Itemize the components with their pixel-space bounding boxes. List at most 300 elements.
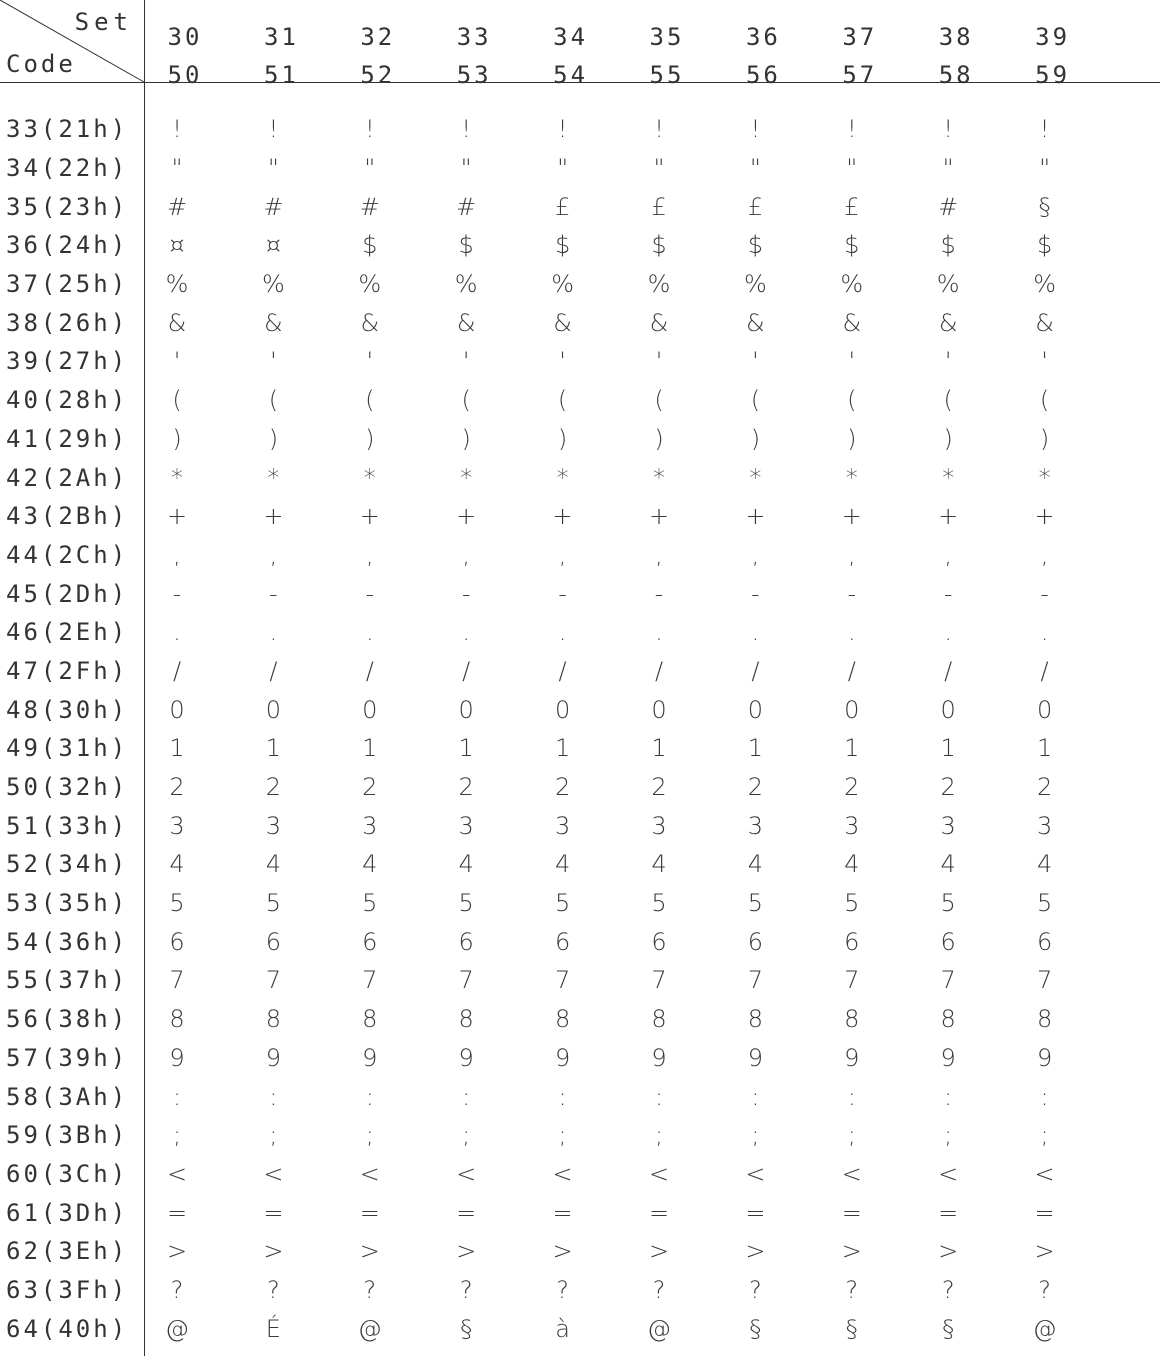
character-cell: ( xyxy=(847,386,857,415)
table-row xyxy=(0,110,1160,149)
character-cell: & xyxy=(842,308,862,337)
character-cell: - xyxy=(751,579,760,608)
code-label: 54(36h) xyxy=(6,927,129,956)
character-cell: 4 xyxy=(265,850,282,879)
table-row xyxy=(0,187,1160,226)
character-cell: 7 xyxy=(362,966,378,995)
character-cell: 7 xyxy=(1036,966,1053,995)
character-cell: - xyxy=(461,579,471,608)
character-cell: / xyxy=(654,656,664,685)
character-cell: * xyxy=(845,463,858,492)
code-label: 60(3Ch) xyxy=(6,1159,129,1188)
character-cell: ? xyxy=(267,1275,280,1304)
table-row xyxy=(0,1271,1160,1310)
table-row xyxy=(0,303,1160,342)
character-cell: . xyxy=(944,618,952,647)
character-cell: 9 xyxy=(844,1043,860,1072)
character-cell: - xyxy=(847,579,857,608)
table-row xyxy=(0,613,1160,652)
set-number-top: 30 xyxy=(167,23,203,51)
character-cell: # xyxy=(456,192,477,221)
character-cell: 9 xyxy=(747,1043,764,1072)
code-label: 48(30h) xyxy=(6,695,129,724)
character-cell: 4 xyxy=(940,850,956,879)
character-cell: > xyxy=(456,1237,477,1266)
code-label: 39(27h) xyxy=(6,347,129,376)
table-row xyxy=(0,806,1160,845)
character-cell: 0 xyxy=(458,695,474,724)
character-cell: ; xyxy=(365,1121,374,1150)
character-cell: 5 xyxy=(940,889,956,918)
character-cell: % xyxy=(454,270,478,299)
character-cell: ' xyxy=(655,347,663,376)
set-number-top: 37 xyxy=(842,23,878,51)
character-cell: / xyxy=(944,656,953,685)
character-cell: ' xyxy=(1041,347,1048,376)
code-label: 51(33h) xyxy=(6,811,129,840)
character-cell: / xyxy=(558,656,567,685)
code-label: 44(2Ch) xyxy=(6,540,129,569)
character-cell: 1 xyxy=(940,734,956,763)
set-axis-label: Set xyxy=(74,8,133,36)
character-cell: ( xyxy=(268,386,279,415)
set-column-header xyxy=(812,18,908,94)
character-cell: 9 xyxy=(458,1043,474,1072)
character-cell: = xyxy=(166,1198,188,1227)
code-label: 50(32h) xyxy=(6,773,129,802)
character-cell: 8 xyxy=(844,1005,860,1034)
character-cell: . xyxy=(173,618,181,647)
character-cell: ) xyxy=(654,424,664,453)
character-cell: + xyxy=(745,502,766,531)
character-cell: 0 xyxy=(747,695,764,724)
set-number-top: 33 xyxy=(456,23,492,51)
character-cell: @ xyxy=(165,1314,189,1343)
character-cell: 0 xyxy=(651,695,667,724)
character-cell: : xyxy=(944,1082,953,1111)
table-corner-header xyxy=(0,0,145,84)
character-cell: ! xyxy=(461,115,471,144)
character-cell: 9 xyxy=(362,1043,378,1072)
character-cell: 9 xyxy=(940,1043,956,1072)
character-cell: 3 xyxy=(940,811,956,840)
character-cell: . xyxy=(751,618,760,647)
character-cell: 6 xyxy=(554,927,571,956)
character-cell: § xyxy=(845,1314,858,1343)
character-cell: ( xyxy=(654,386,664,415)
character-cell: < xyxy=(456,1159,477,1188)
character-cell: ; xyxy=(1040,1121,1049,1150)
character-cell: / xyxy=(365,656,374,685)
character-cell: $ xyxy=(940,231,956,260)
character-cell: 5 xyxy=(1036,889,1053,918)
set-number-bottom: 59 xyxy=(1035,61,1071,89)
character-cell: £ xyxy=(651,192,667,221)
character-cell: 7 xyxy=(651,966,667,995)
table-row xyxy=(0,1309,1160,1348)
character-cell: 4 xyxy=(844,850,860,879)
set-number-bottom: 54 xyxy=(553,61,589,89)
character-cell: 6 xyxy=(747,927,764,956)
set-column-header xyxy=(137,18,233,94)
character-cell: ' xyxy=(366,347,374,376)
character-cell: @ xyxy=(1032,1314,1057,1343)
character-cell: < xyxy=(1034,1159,1055,1188)
character-cell: 3 xyxy=(169,811,185,840)
set-number-bottom: 53 xyxy=(456,61,492,89)
table-row xyxy=(0,458,1160,497)
character-cell: 4 xyxy=(169,850,185,879)
table-body xyxy=(0,110,1160,1348)
character-cell: # xyxy=(938,192,959,221)
character-cell: 7 xyxy=(265,966,282,995)
code-label: 33(21h) xyxy=(6,115,129,144)
set-number-bottom: 55 xyxy=(649,61,685,89)
table-row xyxy=(0,265,1160,304)
character-cell: ? xyxy=(170,1275,184,1304)
character-cell: 8 xyxy=(747,1005,764,1034)
character-cell: + xyxy=(648,502,670,531)
character-cell: & xyxy=(167,308,187,337)
character-cell: ' xyxy=(462,347,470,376)
character-cell: £ xyxy=(747,192,764,221)
code-label: 34(22h) xyxy=(6,154,129,183)
character-cell: ' xyxy=(173,347,181,376)
character-cell: ! xyxy=(364,115,375,144)
character-cell: 6 xyxy=(651,927,667,956)
character-cell: ( xyxy=(750,386,761,415)
character-cell: 3 xyxy=(265,811,282,840)
character-cell: 6 xyxy=(940,927,956,956)
set-column-header xyxy=(715,18,811,94)
character-cell: " xyxy=(1039,154,1051,183)
character-cell: * xyxy=(653,463,665,492)
character-cell: 5 xyxy=(651,889,667,918)
character-cell: 8 xyxy=(458,1005,474,1034)
set-number-top: 39 xyxy=(1035,23,1071,51)
character-cell: 2 xyxy=(169,773,185,802)
character-cell: " xyxy=(267,154,279,183)
character-cell: % xyxy=(165,270,189,299)
character-cell: > xyxy=(552,1237,573,1266)
character-cell: < xyxy=(552,1159,573,1188)
character-cell: > xyxy=(648,1237,670,1266)
character-cell: 9 xyxy=(1036,1043,1053,1072)
character-cell: 6 xyxy=(1036,927,1053,956)
character-cell: - xyxy=(365,579,375,608)
character-cell: - xyxy=(558,579,567,608)
character-cell: ( xyxy=(943,386,953,415)
character-cell: + xyxy=(552,502,573,531)
character-cell: - xyxy=(1040,579,1049,608)
character-cell: - xyxy=(654,579,664,608)
character-cell: . xyxy=(269,618,278,647)
character-cell: > xyxy=(359,1237,380,1266)
character-cell: < xyxy=(938,1159,959,1188)
character-cell: 3 xyxy=(554,811,571,840)
table-row xyxy=(0,729,1160,768)
set-column-header xyxy=(619,18,715,94)
table-row xyxy=(0,1000,1160,1039)
character-cell: 0 xyxy=(554,695,571,724)
character-cell: 1 xyxy=(265,734,282,763)
character-cell: $ xyxy=(747,231,764,260)
character-cell: > xyxy=(841,1237,862,1266)
character-cell: ; xyxy=(172,1121,182,1150)
character-cell: 5 xyxy=(747,889,764,918)
character-cell: 4 xyxy=(458,850,474,879)
character-cell: , xyxy=(173,540,181,569)
character-cell: 7 xyxy=(554,966,571,995)
character-cell: / xyxy=(1040,656,1049,685)
character-cell: % xyxy=(1033,270,1056,299)
character-cell: 8 xyxy=(169,1005,185,1034)
character-cell: 8 xyxy=(1036,1005,1053,1034)
character-cell: ) xyxy=(365,424,375,453)
set-column-header xyxy=(908,18,1004,94)
character-cell: ? xyxy=(749,1275,762,1304)
character-cell: % xyxy=(551,270,574,299)
character-cell: 3 xyxy=(1036,811,1053,840)
character-cell: , xyxy=(751,540,760,569)
character-cell: + xyxy=(263,502,284,531)
code-label: 47(2Fh) xyxy=(6,656,129,685)
set-number-bottom: 58 xyxy=(938,61,974,89)
set-number-bottom: 51 xyxy=(263,61,299,89)
code-label: 46(2Eh) xyxy=(6,618,129,647)
table-row xyxy=(0,768,1160,807)
code-label: 57(39h) xyxy=(6,1043,129,1072)
character-cell: , xyxy=(365,540,374,569)
character-cell: - xyxy=(943,579,953,608)
code-label: 64(40h) xyxy=(6,1314,129,1343)
character-cell: ' xyxy=(559,347,566,376)
character-cell: $ xyxy=(362,231,378,260)
character-cell: # xyxy=(166,192,188,221)
character-cell: , xyxy=(462,540,470,569)
code-label: 37(25h) xyxy=(6,270,129,299)
table-row xyxy=(0,922,1160,961)
character-cell: ? xyxy=(363,1275,377,1304)
character-cell: 4 xyxy=(1036,850,1053,879)
table-row xyxy=(0,884,1160,923)
character-cell: = xyxy=(841,1198,862,1227)
set-number-top: 38 xyxy=(938,23,974,51)
character-cell: + xyxy=(841,502,862,531)
character-cell: * xyxy=(1038,463,1051,492)
character-cell: @ xyxy=(357,1314,382,1343)
code-label: 55(37h) xyxy=(6,966,129,995)
character-cell: £ xyxy=(554,192,571,221)
character-cell: ; xyxy=(269,1121,278,1150)
code-label: 49(31h) xyxy=(6,734,129,763)
character-cell: & xyxy=(456,308,476,337)
table-row xyxy=(0,652,1160,691)
character-cell: 9 xyxy=(265,1043,282,1072)
character-cell: ; xyxy=(654,1121,664,1150)
character-cell: = xyxy=(359,1198,380,1227)
code-label: 52(34h) xyxy=(6,850,129,879)
character-cell: . xyxy=(558,618,567,647)
character-cell: 3 xyxy=(362,811,378,840)
character-cell: " xyxy=(846,154,858,183)
character-cell: : xyxy=(558,1082,567,1111)
character-cell: . xyxy=(365,618,374,647)
code-label: 43(2Bh) xyxy=(6,502,129,531)
character-cell: 9 xyxy=(554,1043,571,1072)
character-cell: " xyxy=(171,154,183,183)
character-cell: * xyxy=(267,463,280,492)
character-cell: ? xyxy=(556,1275,569,1304)
character-cell: : xyxy=(654,1082,664,1111)
table-row xyxy=(0,342,1160,381)
character-cell: 8 xyxy=(362,1005,378,1034)
character-cell: $ xyxy=(458,231,474,260)
character-cell: ) xyxy=(461,424,471,453)
character-cell: & xyxy=(553,308,572,337)
character-cell: 8 xyxy=(651,1005,667,1034)
character-cell: ( xyxy=(557,386,568,415)
character-cell: 0 xyxy=(362,695,378,724)
character-cell: ( xyxy=(172,386,182,415)
character-cell: $ xyxy=(554,231,571,260)
character-cell: ; xyxy=(462,1121,471,1150)
code-label: 61(3Dh) xyxy=(6,1198,129,1227)
table-row xyxy=(0,1155,1160,1194)
character-cell: + xyxy=(938,502,959,531)
character-cell: = xyxy=(456,1198,477,1227)
character-cell: / xyxy=(269,656,278,685)
character-cell: 4 xyxy=(554,850,571,879)
character-cell: 5 xyxy=(169,889,185,918)
character-cell: 0 xyxy=(169,695,185,724)
character-cell: 5 xyxy=(844,889,860,918)
character-cell: 1 xyxy=(458,734,474,763)
set-number-top: 31 xyxy=(263,23,299,51)
character-cell: / xyxy=(847,656,856,685)
character-cell: ' xyxy=(752,347,759,376)
character-cell: ' xyxy=(848,347,856,376)
character-cell: 2 xyxy=(747,773,764,802)
character-cell: ? xyxy=(459,1275,473,1304)
character-cell: ; xyxy=(944,1121,953,1150)
table-row xyxy=(0,1077,1160,1116)
character-cell: % xyxy=(261,270,285,299)
character-cell: > xyxy=(745,1237,766,1266)
character-cell: @ xyxy=(647,1314,671,1343)
character-cell: " xyxy=(557,154,569,183)
character-cell: = xyxy=(1034,1198,1055,1227)
character-cell: ; xyxy=(751,1121,760,1150)
character-cell: ' xyxy=(270,347,277,376)
character-cell: ! xyxy=(268,115,279,144)
character-cell: 7 xyxy=(458,966,474,995)
character-cell: É xyxy=(265,1314,281,1343)
character-cell: - xyxy=(269,579,278,608)
table-row xyxy=(0,149,1160,188)
code-label: 59(3Bh) xyxy=(6,1121,129,1150)
character-cell: # xyxy=(263,192,284,221)
table-row xyxy=(0,1193,1160,1232)
character-cell: 6 xyxy=(169,927,185,956)
character-cell: " xyxy=(364,154,376,183)
character-cell: 6 xyxy=(844,927,860,956)
character-cell: + xyxy=(456,502,477,531)
character-cell: , xyxy=(269,540,278,569)
code-axis-label: Code xyxy=(6,50,76,78)
character-cell: % xyxy=(647,270,671,299)
character-cell: ) xyxy=(172,424,182,453)
character-cell: 5 xyxy=(554,889,571,918)
character-cell: * xyxy=(749,463,762,492)
character-cell: . xyxy=(1040,618,1049,647)
character-cell: = xyxy=(648,1198,670,1227)
character-cell: 8 xyxy=(265,1005,282,1034)
set-number-bottom: 50 xyxy=(167,61,203,89)
character-cell: 2 xyxy=(651,773,667,802)
character-cell: 2 xyxy=(844,773,860,802)
character-cell: & xyxy=(360,308,380,337)
character-cell: , xyxy=(1040,540,1049,569)
character-cell: 3 xyxy=(747,811,764,840)
character-cell: 4 xyxy=(362,850,378,879)
character-cell: : xyxy=(751,1082,760,1111)
table-row xyxy=(0,381,1160,420)
character-cell: ! xyxy=(654,115,664,144)
character-cell: 3 xyxy=(651,811,667,840)
character-cell: & xyxy=(1035,308,1054,337)
character-cell: = xyxy=(263,1198,284,1227)
character-cell: 1 xyxy=(651,734,667,763)
character-cell: & xyxy=(649,308,669,337)
set-number-bottom: 56 xyxy=(745,61,781,89)
character-cell: - xyxy=(172,579,182,608)
character-cell: 9 xyxy=(651,1043,667,1072)
code-label: 36(24h) xyxy=(6,231,129,260)
character-cell: : xyxy=(1040,1082,1049,1111)
character-cell: 2 xyxy=(265,773,282,802)
character-cell: . xyxy=(847,618,856,647)
table-row xyxy=(0,1039,1160,1078)
character-cell: 1 xyxy=(362,734,378,763)
code-label: 56(38h) xyxy=(6,1005,129,1034)
character-cell: 2 xyxy=(458,773,474,802)
code-label: 35(23h) xyxy=(6,192,129,221)
character-cell: , xyxy=(847,540,856,569)
set-number-top: 36 xyxy=(745,23,781,51)
code-label: 63(3Fh) xyxy=(6,1275,129,1304)
set-number-bottom: 52 xyxy=(360,61,396,89)
character-cell: < xyxy=(359,1159,380,1188)
set-column-header xyxy=(1005,18,1101,94)
character-cell: ? xyxy=(941,1275,955,1304)
character-cell: : xyxy=(365,1082,374,1111)
code-label: 53(35h) xyxy=(6,889,129,918)
set-number-top: 34 xyxy=(553,23,589,51)
set-number-top: 35 xyxy=(649,23,685,51)
character-cell: ; xyxy=(847,1121,856,1150)
character-cell: = xyxy=(552,1198,573,1227)
character-cell: * xyxy=(363,463,376,492)
character-cell: ! xyxy=(1039,115,1050,144)
character-cell: 7 xyxy=(844,966,860,995)
character-cell: < xyxy=(166,1159,188,1188)
character-cell: 0 xyxy=(265,695,282,724)
character-cell: 2 xyxy=(1036,773,1053,802)
code-label: 58(3Ah) xyxy=(6,1082,129,1111)
character-cell: ; xyxy=(558,1121,567,1150)
table-row xyxy=(0,845,1160,884)
